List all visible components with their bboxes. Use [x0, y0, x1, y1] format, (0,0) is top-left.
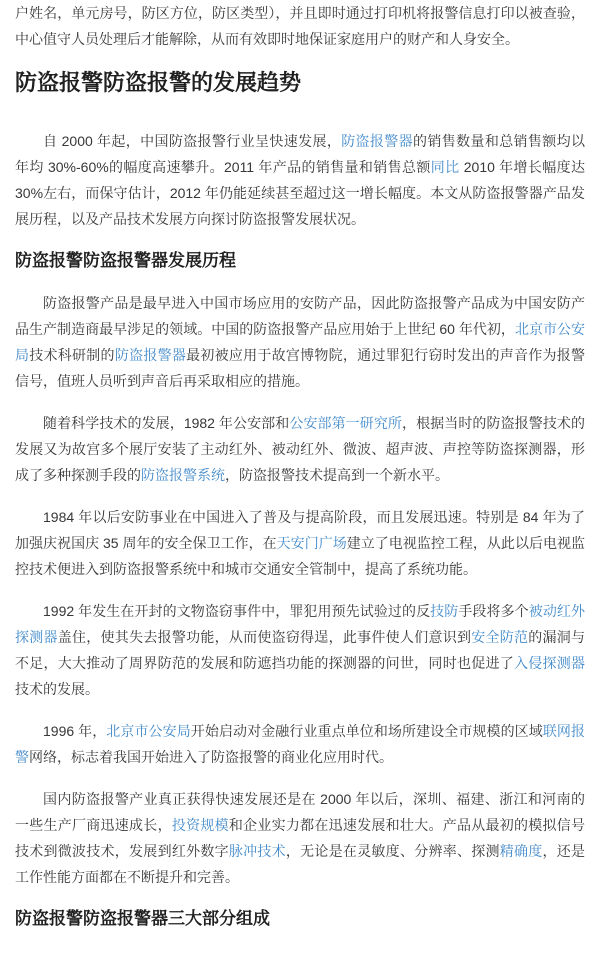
inline-link[interactable]: 投资规模 [171, 817, 229, 833]
inline-link[interactable]: 防盗报警器 [341, 133, 414, 149]
text-run: 的漏洞与不足，大大推动了周界防范的发展和防遮挡功能的探测器的问世，同时也促进了 [15, 629, 586, 671]
paragraph-post-2000-growth [15, 786, 585, 890]
text-run: 手段将多个 [458, 603, 529, 619]
text-run: 开始启动对金融行业重点单位和场所建设全市规模的区域 [190, 723, 543, 739]
text-run: 1984 年以后安防事业在中国进入了普及与提高阶段，而且发展迅速。特别是 84 年为了加强庆祝国庆 35 周年的安全保卫工作，在 [15, 509, 585, 551]
inline-link[interactable]: 脉冲技术 [228, 843, 286, 859]
text-run: ，根据当时的防盗报警技术的发展又为故宫多个展厅安装了主动红外、被动红外、微波、超声波、声控等防盗探测器，形成了多种探测手段的 [15, 415, 585, 483]
paragraph-1984-tv-monitoring [15, 504, 585, 582]
text-run: ，还是工作性能方面都在不断提升和完善。 [15, 843, 586, 885]
paragraph-1992-kaifeng-theft [15, 598, 585, 702]
inline-link[interactable]: 天安门广场 [276, 535, 347, 551]
heading-development-history: 防盗报警防盗报警器发展历程 [15, 251, 236, 270]
text-run: 自 2000 年起，中国防盗报警行业呈快速发展， [43, 133, 342, 149]
text-run: 技术的发展。 [15, 681, 99, 697]
text-run: 和企业实力都在迅速发展和壮大。产品从最初的模拟信号技术到微波技术，发展到红外数字 [15, 817, 586, 859]
heading-development-trend: 防盗报警防盗报警的发展趋势 [15, 70, 302, 95]
text-run: ，防盗报警技术提高到一个新水平。 [225, 467, 449, 483]
inline-link[interactable]: 被动红外探测器 [15, 603, 586, 645]
text-run: 防盗报警产品是最早进入中国市场应用的安防产品，因此防盗报警产品成为中国安防产品生产制造商最早涉足的领域。中国的防盗报警产品应用始于上世纪 60 年代初， [15, 295, 585, 337]
heading-three-components: 防盗报警防盗报警器三大部分组成 [15, 909, 270, 928]
inline-link[interactable]: 安全防范 [471, 629, 529, 645]
paragraph-industry-growth [15, 128, 585, 232]
text-run: 的销售数量和总销售额均以年均 30%-60%的幅度高速攀升。2011 年产品的销售量和销售总额 [15, 133, 586, 175]
inline-link[interactable]: 入侵探测器 [513, 655, 586, 671]
text-run: 最初被应用于故宫博物院，通过罪犯行窃时发出的声音作为报警信号，值班人员听到声音后再采取相应的措施。 [15, 347, 586, 389]
inline-link[interactable]: 技防 [430, 603, 459, 619]
inline-link[interactable]: 公安部第一研究所 [289, 415, 403, 431]
inline-link[interactable]: 精确度 [499, 843, 543, 859]
text-run: 建立了电视监控工程，从此以后电视监控技术便进入到防盗报警系统中和城市交通安全管制中，提高了系统功能。 [15, 535, 586, 577]
text-run: 2010 年增长幅度达 30%左右，而保守估计，2012 年仍能延续甚至超过这一增长幅度。本文从防盗报警器产品发展历程，以及产品技术发展方向探讨防盗报警发展状况。 [15, 159, 585, 227]
text-run: ，无论是在灵敏度、分辨率、探测 [285, 843, 500, 859]
text-run: 网络，标志着我国开始进入了防盗报警的商业化应用时代。 [29, 749, 393, 765]
text-run: 1992 年发生在开封的文物盗窃事件中，罪犯用预先试验过的反 [43, 603, 431, 619]
paragraph-earliest-products [15, 290, 585, 394]
inline-link[interactable]: 联网报警 [15, 723, 586, 765]
text-run: 1996 年， [43, 723, 107, 739]
inline-link[interactable]: 北京市公安局 [15, 321, 586, 363]
paragraph-1996-network-alarm [15, 718, 585, 770]
inline-link[interactable]: 防盗报警系统 [141, 467, 225, 483]
paragraph-1982-detectors [15, 410, 585, 488]
text-run: 户姓名，单元房号，防区方位，防区类型），并且即时通过打印机将报警信息打印以被查验，中心值守人员处理后才能解除，从而有效即时地保证家庭用户的财产和人身安全。 [15, 5, 585, 47]
text-run: 国内防盗报警产业真正获得快速发展还是在 2000 年以后，深圳、福建、浙江和河南的一些生产厂商迅速成长， [15, 791, 585, 833]
text-run: 盖住，使其失去报警功能，从而使盗窃得逞，此事件使人们意识到 [57, 629, 472, 645]
text-run: 随着科学技术的发展，1982 年公安部和 [43, 415, 290, 431]
text-run: 技术科研制的 [29, 347, 115, 363]
inline-link[interactable]: 同比 [430, 159, 460, 175]
inline-link[interactable]: 北京市公安局 [106, 723, 191, 739]
paragraph-intro-continuation [15, 0, 585, 52]
inline-link[interactable]: 防盗报警器 [114, 347, 187, 363]
